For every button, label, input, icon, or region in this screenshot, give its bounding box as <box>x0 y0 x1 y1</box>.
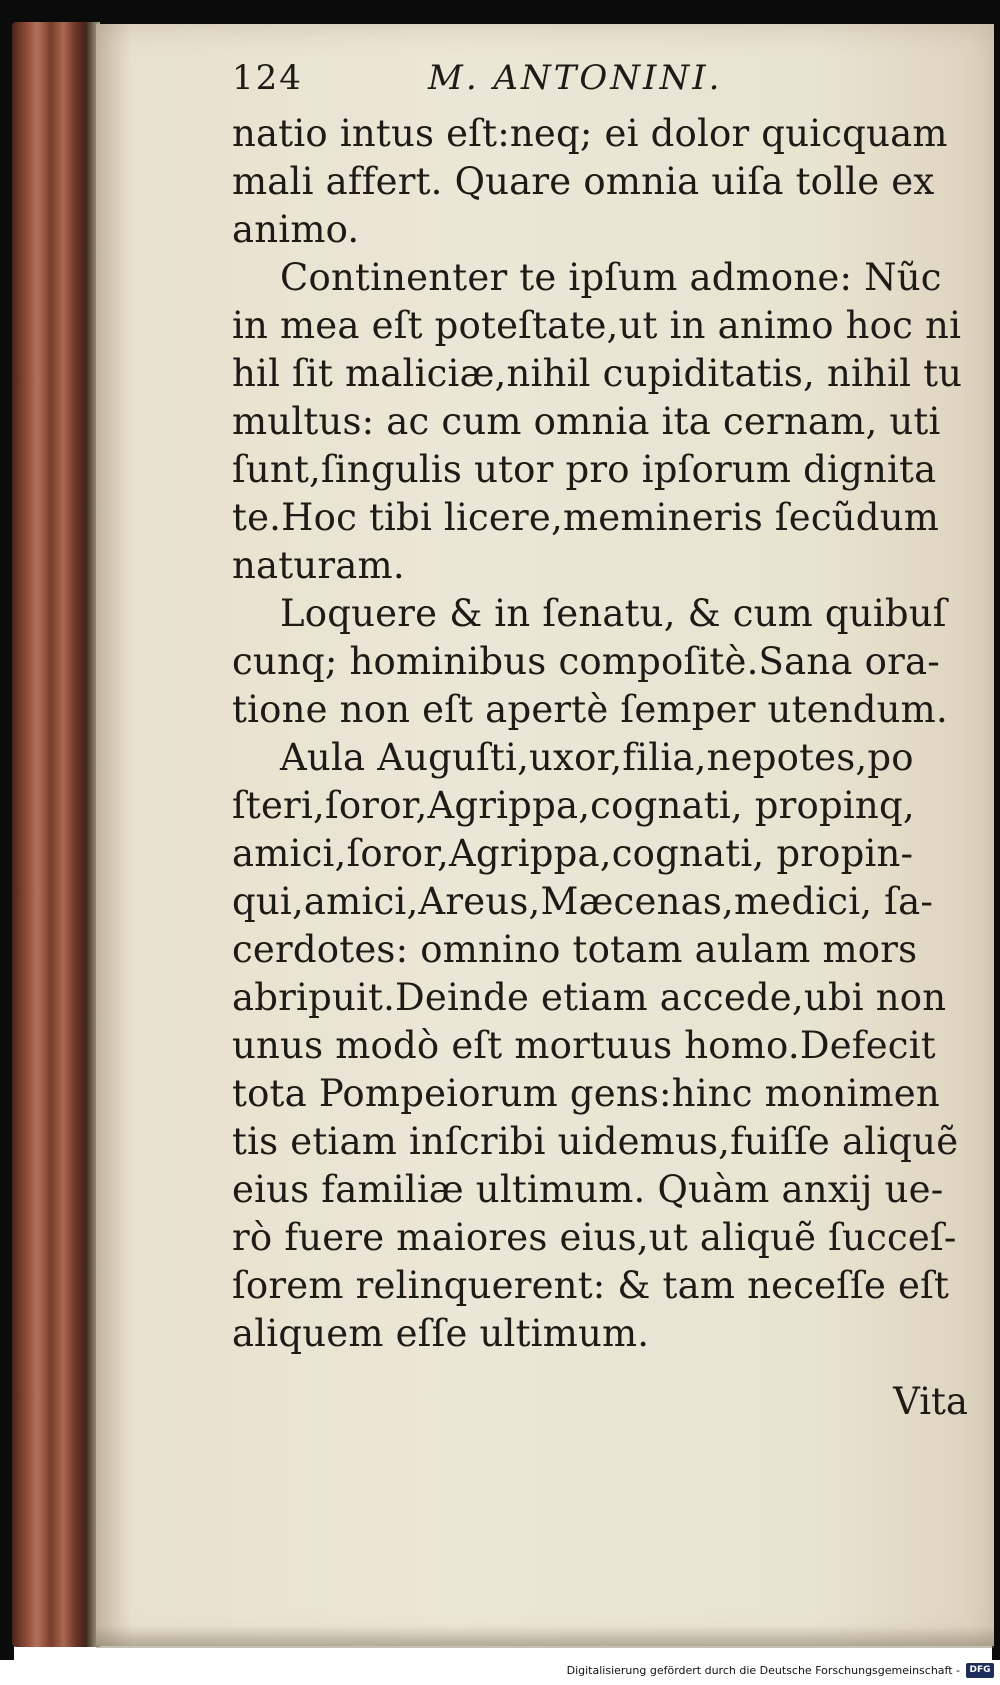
text-line: te.Hoc tibi licere,memineris ſecũdum <box>232 496 940 539</box>
page-text-block <box>232 56 970 1432</box>
text-line: cunq; hominibus compoſitè.Sana ora- <box>232 640 940 683</box>
text-line: qui,amici,Areus,Mæcenas,medici, ſa- <box>232 880 934 923</box>
text-line: eius familiæ ultimum. Quàm anxij ue- <box>232 1168 944 1211</box>
text-line: in mea eſt poteſtate,ut in animo hoc ni <box>232 304 962 347</box>
paragraph-start-line: Loquere & in ſenatu, & cum quibuſ <box>280 592 947 635</box>
text-line: multus: ac cum omnia ita cernam, uti <box>232 400 941 443</box>
paragraph-start-line: Continenter te ipſum admone: Nũc <box>280 256 942 299</box>
paragraph-start-line: Aula Auguſti,uxor,filia,nepotes,po <box>280 736 914 779</box>
digitization-footer <box>0 1660 1000 1685</box>
text-line: ſorem relinquerent: & tam neceſſe eſt <box>232 1264 950 1307</box>
text-line: aliquem eſſe ultimum. <box>232 1312 650 1355</box>
book-page-edges <box>12 22 90 1647</box>
text-line: hil ſit maliciæ,nihil cupiditatis, nihil tu <box>232 352 963 395</box>
text-line: abripuit.Deinde etiam accede,ubi non <box>232 976 947 1019</box>
text-line: mali affert. Quare omnia uiſa tolle ex <box>232 160 935 203</box>
text-line: unus modò eſt mortuus homo.Defecit <box>232 1024 936 1067</box>
text-line: ſteri,ſoror,Agrippa,cognati, propinq, <box>232 784 915 827</box>
text-line: tis etiam inſcribi uidemus,fuiſſe aliquẽ <box>232 1120 959 1163</box>
text-line: natio intus eſt:neq; ei dolor quicquam <box>232 112 948 155</box>
text-line: ſunt,ſingulis utor pro ipſorum dignita <box>232 448 937 491</box>
catchword: Vita <box>893 1380 968 1423</box>
text-line: amici,ſoror,Agrippa,cognati, propin- <box>232 832 914 875</box>
scan-border-top <box>0 0 1000 26</box>
text-line: rò fuere maiores eius,ut aliquẽ ſucceſ- <box>232 1216 957 1259</box>
text-line: tione non eſt apertè ſemper utendum. <box>232 688 948 731</box>
page-bottom-shadow <box>96 1626 994 1648</box>
text-line: cerdotes: omnino totam aulam mors <box>232 928 918 971</box>
running-title: M. ANTONINI. <box>428 58 723 98</box>
running-head <box>232 56 970 110</box>
dfg-logo: DFG <box>966 1663 994 1678</box>
text-line: naturam. <box>232 544 405 587</box>
text-line: tota Pompeiorum gens:hinc monimen <box>232 1072 940 1115</box>
text-line: animo. <box>232 208 360 251</box>
page-number: 124 <box>232 58 303 98</box>
funding-credit: Digitalisierung gefördert durch die Deutsche Forschungsgemeinschaft - <box>566 1664 960 1677</box>
